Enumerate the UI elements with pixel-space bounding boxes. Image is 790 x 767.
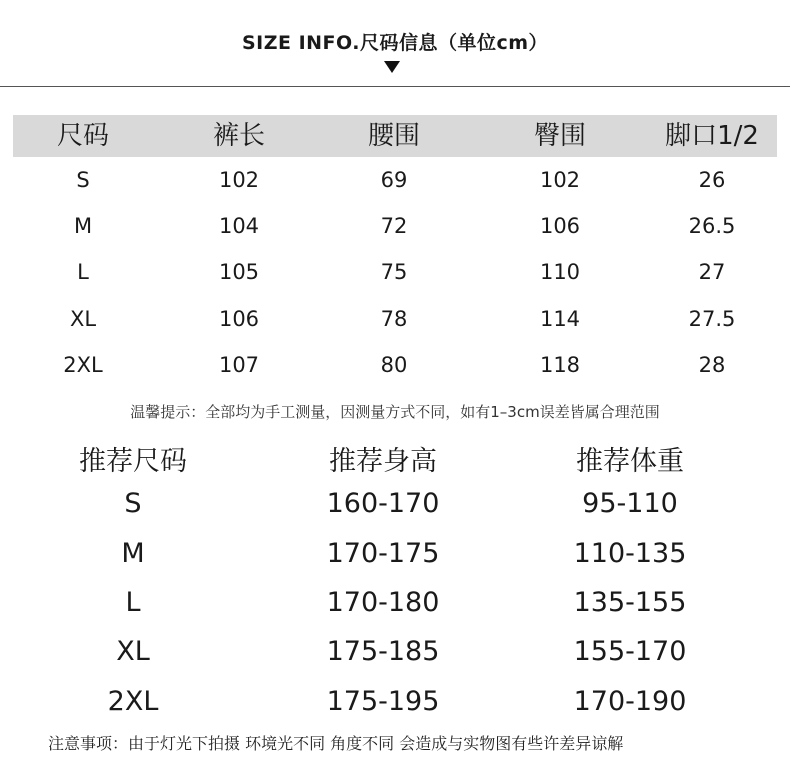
- size-header-hem: 脚口1/2: [665, 121, 759, 151]
- size-cell: 75: [380, 260, 408, 284]
- size-cell: 69: [380, 168, 408, 192]
- recommend-cell: 170-175: [326, 538, 440, 569]
- size-cell: 80: [380, 353, 408, 377]
- size-cell: 105: [218, 260, 260, 284]
- size-cell: XL: [69, 307, 97, 331]
- size-header-hip: 臀围: [533, 121, 586, 151]
- size-header-size: 尺码: [56, 121, 109, 151]
- size-cell: 106: [218, 307, 260, 331]
- size-cell: 118: [539, 353, 581, 377]
- recommend-cell: 175-195: [326, 686, 440, 717]
- recommend-cell: 170-190: [573, 686, 687, 717]
- recommend-cell: 135-155: [573, 587, 687, 618]
- size-header-length: 裤长: [212, 121, 265, 151]
- size-cell: 72: [380, 214, 408, 238]
- divider: [0, 86, 790, 87]
- recommend-cell: 2XL: [107, 686, 159, 717]
- recommend-cell: 110-135: [573, 538, 687, 569]
- measurement-tip: 温馨提示：全部均为手工测量，因测量方式不同，如有1–3cm误差皆属合理范围: [130, 403, 660, 421]
- recommend-cell: S: [124, 488, 142, 519]
- size-cell: 106: [539, 214, 581, 238]
- size-cell: 27: [698, 260, 726, 284]
- recommend-header-height: 推荐身高: [329, 446, 437, 477]
- size-cell: 27.5: [688, 307, 736, 331]
- size-cell: 107: [218, 353, 260, 377]
- page-title: SIZE INFO.尺码信息（单位cm）: [241, 32, 549, 54]
- disclaimer-note: 注意事项：由于灯光下拍摄 环境光不同 角度不同 会造成与实物图有些许差异谅解: [48, 734, 624, 753]
- size-cell: 2XL: [63, 353, 103, 377]
- size-cell: 26: [698, 168, 726, 192]
- down-arrow-icon: [384, 61, 400, 73]
- size-cell: 104: [218, 214, 260, 238]
- size-cell: 114: [539, 307, 581, 331]
- recommend-cell: M: [121, 538, 145, 569]
- recommend-cell: 160-170: [326, 488, 440, 519]
- size-cell: L: [77, 260, 89, 284]
- size-cell: 110: [539, 260, 581, 284]
- recommend-cell: 155-170: [573, 636, 687, 667]
- size-cell: S: [76, 168, 90, 192]
- recommend-cell: 170-180: [326, 587, 440, 618]
- size-cell: 26.5: [688, 214, 736, 238]
- size-cell: 78: [380, 307, 408, 331]
- recommend-cell: 95-110: [582, 488, 678, 519]
- recommend-header-size: 推荐尺码: [79, 446, 187, 477]
- recommend-cell: XL: [116, 636, 150, 667]
- size-cell: 28: [698, 353, 726, 377]
- recommend-cell: 175-185: [326, 636, 440, 667]
- recommend-cell: L: [125, 587, 141, 618]
- size-header-waist: 腰围: [367, 121, 420, 151]
- size-cell: 102: [539, 168, 581, 192]
- size-cell: M: [73, 214, 93, 238]
- recommend-header-weight: 推荐体重: [576, 446, 684, 477]
- size-cell: 102: [218, 168, 260, 192]
